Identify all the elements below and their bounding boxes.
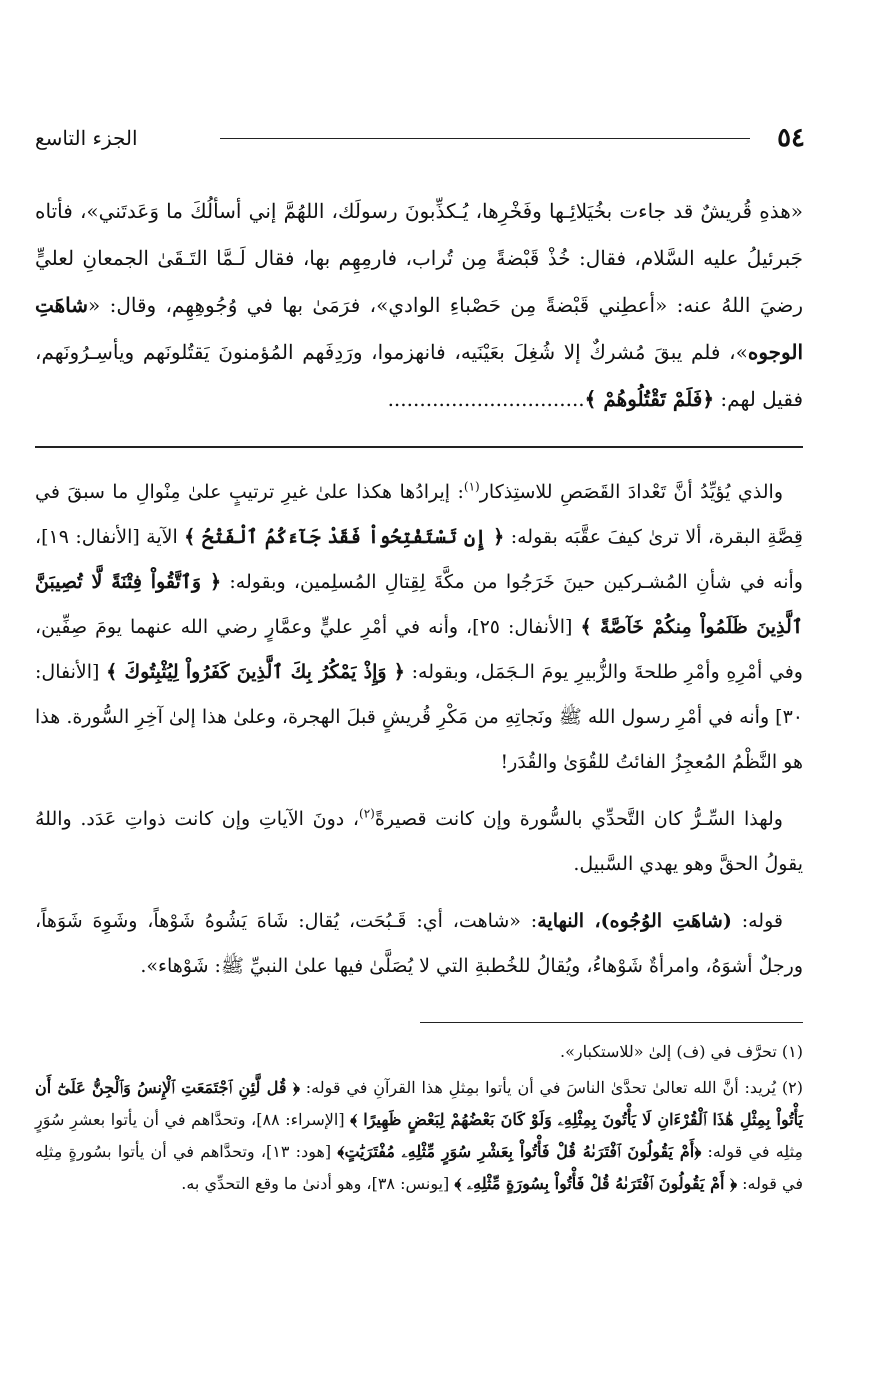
p1-text-a: والذي يُؤيِّدُ أنَّ تَعْدادَ القَصَصِ للاستِذكار <box>479 481 783 503</box>
p1-verse-1: ﴿ إِن تَسْتَفْتِحُواْ فَقَدْ جَآءَكُمُ ٱلْفَتْحُ ﴾ <box>184 526 505 548</box>
fn2-text-c: [هود: ١٣]، وتحدَّاهم في أن يأتوا بسُورةٍ مِثلِه في قوله: <box>35 1142 803 1193</box>
page-number: ٥٤ <box>777 123 805 153</box>
fn2-verse-3: ﴿ أَمْ يَقُولُونَ ٱفْتَرَىٰهُ قُلْ فَأْتُواْ بِسُورَةٍ مِّثْلِهِۦ ﴾ <box>454 1174 738 1193</box>
p1-text-d: [الأنفال: ٢٥]، وأنه في أمْرِ عليٍّ وعمَّارٍ رضي الله عنهما يومَ صِفِّين، وفي أمْرِهِ وأمْرِ طلحةَ والزُّبيرِ يومَ الـجَمَل، وبقوله: <box>35 616 803 683</box>
p2-text-b: ، دونَ الآياتِ وإن كانت ذواتِ عَدَد. واللهُ يقولُ الحقَّ وهو يهدي السَّبيل. <box>35 808 803 875</box>
commentary-paragraph-1 <box>35 470 803 785</box>
fn2-text-a: (٢) يُريد: أنَّ الله تعالىٰ تحدَّىٰ الناسَ في أن يأتوا بمِثلِ هذا القرآنِ في قوله: <box>299 1078 803 1097</box>
footnote-divider <box>420 1022 803 1023</box>
commentary-paragraph-2 <box>35 797 803 887</box>
quoted-passage <box>35 188 803 423</box>
fn2-verse-2: ﴿أَمْ يَقُولُونَ ٱفْتَرَىٰهُ قُلْ فَأْتُواْ بِعَشْرِ سُوَرٍ مِّثْلِهِۦ مُفْتَرَيَٰتٍ﴾ <box>337 1142 702 1161</box>
p1-text-b: : إيرادُها هكذا علىٰ غيرِ ترتيبٍ علىٰ مِنْوالِ ما سبقَ في قِصَّةِ البقرة، ألا ترىٰ كيفَ عقَّبَه بقوله: <box>35 481 803 548</box>
p1-text-c: الآية [الأنفال: ١٩]، وأنه في شأنِ المُشـركين حينَ خَرَجُوا من مكَّةَ لِقِتالِ المُسلِمين، وبقوله: <box>35 526 803 593</box>
quote-text: «هذهِ قُريشٌ قد جاءت بخُيَلائِـها وفَخْرِها، يُـكذِّبونَ رسولَك، اللهُمَّ إني أسألُكَ ما وَعَدتَني»، فأتاه جَبرئيلُ عليه السَّلام، فقال: خُذْ قَبْضةً مِن تُراب، فارمِهِم بها، فقال لَـمَّا التَـقَىٰ الجمعانِ لعليٍّ رضيَ اللهُ عنه: «أعطِني قَبْضةً مِن حَصْباءِ الوادي»، فرَمَىٰ بها في وُجُوهِهِم، وقال: « <box>35 199 803 317</box>
p3-bold-heading: (شاهَتِ الوُجُوه)، النهاية <box>537 910 732 932</box>
footnote-2 <box>35 1072 803 1200</box>
p1-verse-2: ﴿ وَٱتَّقُواْ فِتْنَةً لَّا تُصِيبَنَّ ٱلَّذِينَ ظَلَمُواْ مِنكُمْ خَآصَّةً ﴾ <box>35 571 803 638</box>
quote-verse: ﴿فَلَمْ تَقْتُلُوهُمْ ﴾ <box>584 387 715 411</box>
footnote-1: (١) تحرَّف في (ف) إلىٰ «للاستكبار». <box>559 1042 803 1061</box>
p2-text-a: ولهذا السِّـرُّ كان التَّحدِّي بالسُّورة وإن كانت قصيرةً <box>374 808 783 830</box>
footnote-ref-1[interactable]: (١) <box>463 479 480 494</box>
p1-text-e: [الأنفال: ٣٠] وأنه في أمْرِ رسول الله ﷺ ونَجاتِهِ من مَكْرِ قُريشٍ قبلَ الهجرة، وعلىٰ هذا إلىٰ آخِرِ السُّورة. هذا هو النَّظْمُ المُعجِزُ الفائتُ للقُوَىٰ والقُدَر! <box>35 661 803 773</box>
part-title: الجزء التاسع <box>35 126 138 150</box>
commentary-paragraph-3 <box>35 899 803 989</box>
fn2-text-d: [يونس: ٣٨]، وهو أدنىٰ ما وقع التحدِّي به. <box>181 1174 455 1193</box>
quote-text-after: »، فلم يبقَ مُشركٌ إلا شُغِلَ بعَيْنَيه، فانهزموا، ورَدِفَهم المُؤمنونَ يَقتُلونَهم ويأسِـرُونَهم، فقيل لهم: <box>35 340 803 411</box>
page-header <box>35 122 805 156</box>
p3-text-a: قوله: <box>731 910 783 932</box>
commentary <box>35 470 803 989</box>
fn2-verse-1: ﴿ قُل لَّئِنِ ٱجْتَمَعَتِ ٱلْإِنسُ وَٱلْجِنُّ عَلَىٰٓ أَن يَأْتُواْ بِمِثْلِ هَٰذَا ٱلْقُرْءَانِ لَا يَأْتُونَ بِمِثْلِهِۦ وَلَوْ كَانَ بَعْضُهُمْ لِبَعْضٍ ظَهِيرًا ﴾ <box>35 1078 804 1129</box>
p1-verse-3: ﴿ وَإِذْ يَمْكُرُ بِكَ ٱلَّذِينَ كَفَرُواْ لِيُثْبِتُوكَ ﴾ <box>106 661 405 683</box>
quote-ellipsis: ............................... <box>387 387 585 411</box>
header-rule <box>220 138 750 139</box>
quote-divider <box>35 446 803 448</box>
quote-bold-phrase: شاهَتِ الوجوه <box>35 293 803 364</box>
footnote-ref-2[interactable]: (٢) <box>359 806 375 821</box>
p3-text-b: : «شاهت، أي: قَـبُحَت، يُقال: شَاهَ يَشُوهُ شَوْهاً، وشَوِهَ شَوَهاً، ورجلٌ أشوَهُ، وامرأةٌ شَوْهاءُ، ويُقالُ للخُطبةِ التي لا يُصَلَّىٰ فيها علىٰ النبيِّ ﷺ: شَوْهاء». <box>35 910 803 977</box>
fn2-text-b: [الإسراء: ٨٨]، وتحدَّاهم في أن يأتوا بعشرِ سُوَرٍ مِثلِه في قوله: <box>35 1110 803 1161</box>
footnotes <box>35 1036 803 1204</box>
